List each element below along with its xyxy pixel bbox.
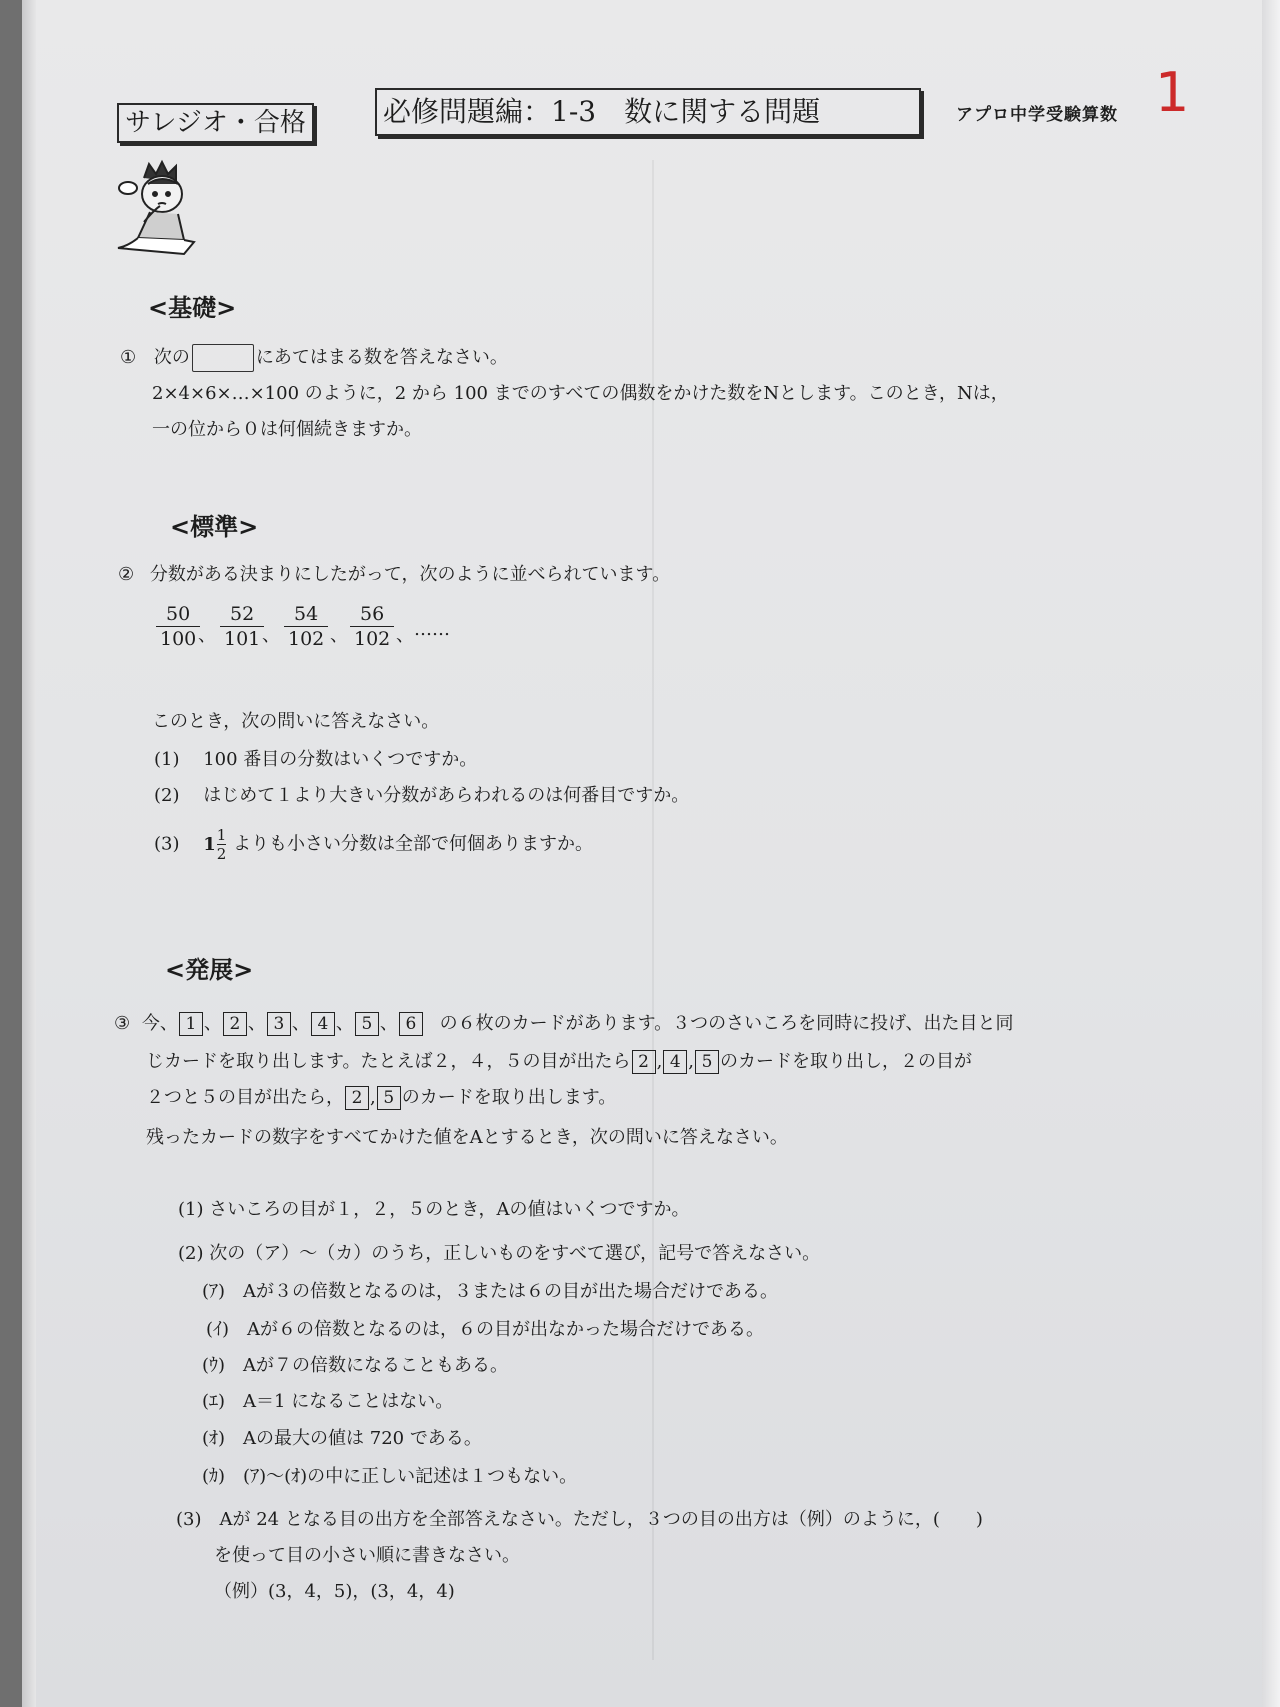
question-3-part1: (1) さいころの目が１，２，５のとき，Aの値はいくつですか。 — [178, 1199, 690, 1220]
fraction-separator: 、 — [330, 625, 348, 646]
choice-a: (ｱ) Aが３の倍数となるのは，３または６の目が出た場合だけである。 — [202, 1281, 779, 1302]
sub1-text: 100 番目の分数はいくつですか。 — [203, 749, 478, 770]
standard-heading: <標準> — [170, 513, 259, 541]
brand-name: アプロ中学受験算数 — [956, 105, 1118, 125]
advanced-heading: <発展> — [165, 956, 254, 984]
question-3-number: ③ — [114, 1013, 131, 1034]
fraction-4-denominator: 102 — [350, 626, 394, 651]
page-binding-edge — [22, 0, 36, 1707]
sub3-mixed-whole: 1 — [203, 833, 216, 855]
question-3-line2: じカードを取り出します。たとえば２，４，５の目が出たら 2 , 4 , 5 のカードを取り出し，２の目が — [146, 1051, 973, 1072]
fraction-1 — [156, 602, 200, 651]
question-2-sub2 — [154, 784, 689, 808]
course-label: サレジオ・合格 — [117, 103, 314, 143]
question-3-line1: ③ 今、 1 、 2 、 3 、 4 、 5 、 6 の６枚のカードがあります。３つのさいころを同時に投げ、出た目と同 — [114, 1013, 1014, 1034]
question-3-example-text-4: のカードを取り出します。 — [401, 1087, 617, 1108]
question-3-example-text: じカードを取り出します。たとえば２，４，５の目が出たら — [146, 1051, 631, 1072]
question-3-example-text-3: ２つと５の目が出たら， — [146, 1087, 344, 1108]
question-1-body-line1: 2×4×6×…×100 のように，2 から 100 までのすべての偶数をかけた数をNとします。このとき，Nは， — [152, 383, 1009, 404]
question-1 — [120, 344, 508, 372]
card-4: 4 — [311, 1012, 335, 1036]
card-1: 1 — [179, 1012, 203, 1036]
card-6: 6 — [399, 1012, 423, 1036]
sub2-text: はじめて１より大きい分数があらわれるのは何番目ですか。 — [203, 785, 690, 806]
question-1-lead: 次の — [153, 347, 190, 368]
fraction-3-numerator: 54 — [294, 603, 319, 625]
choice-e: (ｵ) Aの最大の値は 720 である。 — [202, 1428, 482, 1449]
question-3-example: （例）(3，4，5)，(3，4，4) — [214, 1581, 455, 1602]
question-3-line3: ２つと５の目が出たら， 2 , 5 のカードを取り出します。 — [146, 1087, 617, 1108]
fraction-separator: 、 — [396, 625, 414, 646]
example-card-2b: 2 — [345, 1086, 369, 1110]
card-3: 3 — [267, 1012, 291, 1036]
fraction-4-numerator: 56 — [360, 603, 385, 625]
fraction-separator: 、 — [198, 625, 216, 646]
question-3-part2: (2) 次の（ア）～（カ）のうち，正しいものをすべて選び，記号で答えなさい。 — [178, 1243, 821, 1264]
question-2 — [118, 563, 670, 587]
sub2-label: (2) — [154, 785, 180, 806]
fraction-1-numerator: 50 — [166, 603, 191, 625]
question-3-line4: 残ったカードの数字をすべてかけた値をAとするとき，次の問いに答えなさい。 — [146, 1127, 788, 1148]
fraction-3-denominator: 102 — [284, 626, 328, 651]
question-1-body-line2: 一の位から０は何個続きますか。 — [152, 419, 422, 440]
sub3-text: よりも小さい分数は全部で何個ありますか。 — [233, 833, 594, 855]
choice-b: (ｲ) Aが６の倍数となるのは，６の目が出なかった場合だけである。 — [206, 1319, 765, 1340]
fraction-2-numerator: 52 — [230, 603, 255, 625]
question-1-number: ① — [120, 347, 137, 368]
sub3-denominator: 2 — [216, 845, 227, 863]
question-2-intro: 分数がある決まりにしたがって，次のように並べられています。 — [149, 564, 671, 585]
card-2: 2 — [223, 1012, 247, 1036]
fraction-3 — [284, 602, 328, 651]
fraction-2 — [220, 602, 264, 651]
question-3-example-text-2: のカードを取り出し，２の目が — [720, 1051, 973, 1072]
page-title: 必修問題編：1-3 数に関する問題 — [375, 88, 921, 136]
sub3-mixed-fraction — [217, 826, 227, 863]
sub1-label: (1) — [154, 749, 180, 770]
example-card-2: 2 — [632, 1050, 656, 1074]
answer-blank[interactable] — [192, 344, 254, 372]
choice-d: (ｴ) A＝1 になることはない。 — [202, 1391, 454, 1412]
example-card-4: 4 — [663, 1050, 687, 1074]
choice-c: (ｳ) Aが７の倍数になることもある。 — [202, 1355, 509, 1376]
question-3-text: の６枚のカードがあります。３つのさいころを同時に投げ、出た目と同 — [439, 1013, 1014, 1034]
fraction-4 — [350, 602, 394, 651]
fraction-ellipsis: …… — [414, 619, 450, 640]
example-card-5b: 5 — [377, 1086, 401, 1110]
fraction-2-denominator: 101 — [220, 626, 264, 651]
fraction-1-denominator: 100 — [156, 626, 200, 651]
question-3-part3-line1: (3) Aが 24 となる目の出方を全部答えなさい。ただし，３つの目の出方は（例）のように，( ) — [176, 1509, 983, 1530]
question-2-sub1 — [154, 748, 477, 772]
sub3-numerator: 1 — [216, 826, 227, 844]
page-number: 1 — [1155, 61, 1190, 124]
thinking-boy-illustration — [114, 158, 204, 263]
question-2-number: ② — [118, 564, 135, 585]
choice-f: (ｶ) (ｱ)～(ｵ)の中に正しい記述は１つもない。 — [202, 1466, 578, 1487]
question-3-part3-line2: を使って目の小さい順に書きなさい。 — [214, 1545, 520, 1566]
fraction-separator: 、 — [262, 625, 280, 646]
question-2-prompt: このとき，次の問いに答えなさい。 — [152, 711, 440, 732]
card-5: 5 — [355, 1012, 379, 1036]
basic-heading: <基礎> — [148, 294, 237, 322]
question-2-sub3 — [154, 826, 593, 863]
page-right-edge — [1262, 0, 1280, 1707]
sub3-label: (3) — [154, 833, 180, 855]
example-card-5: 5 — [695, 1050, 719, 1074]
question-3-lead: 今、 — [141, 1013, 178, 1034]
question-1-instruction: にあてはまる数を答えなさい。 — [255, 347, 508, 368]
